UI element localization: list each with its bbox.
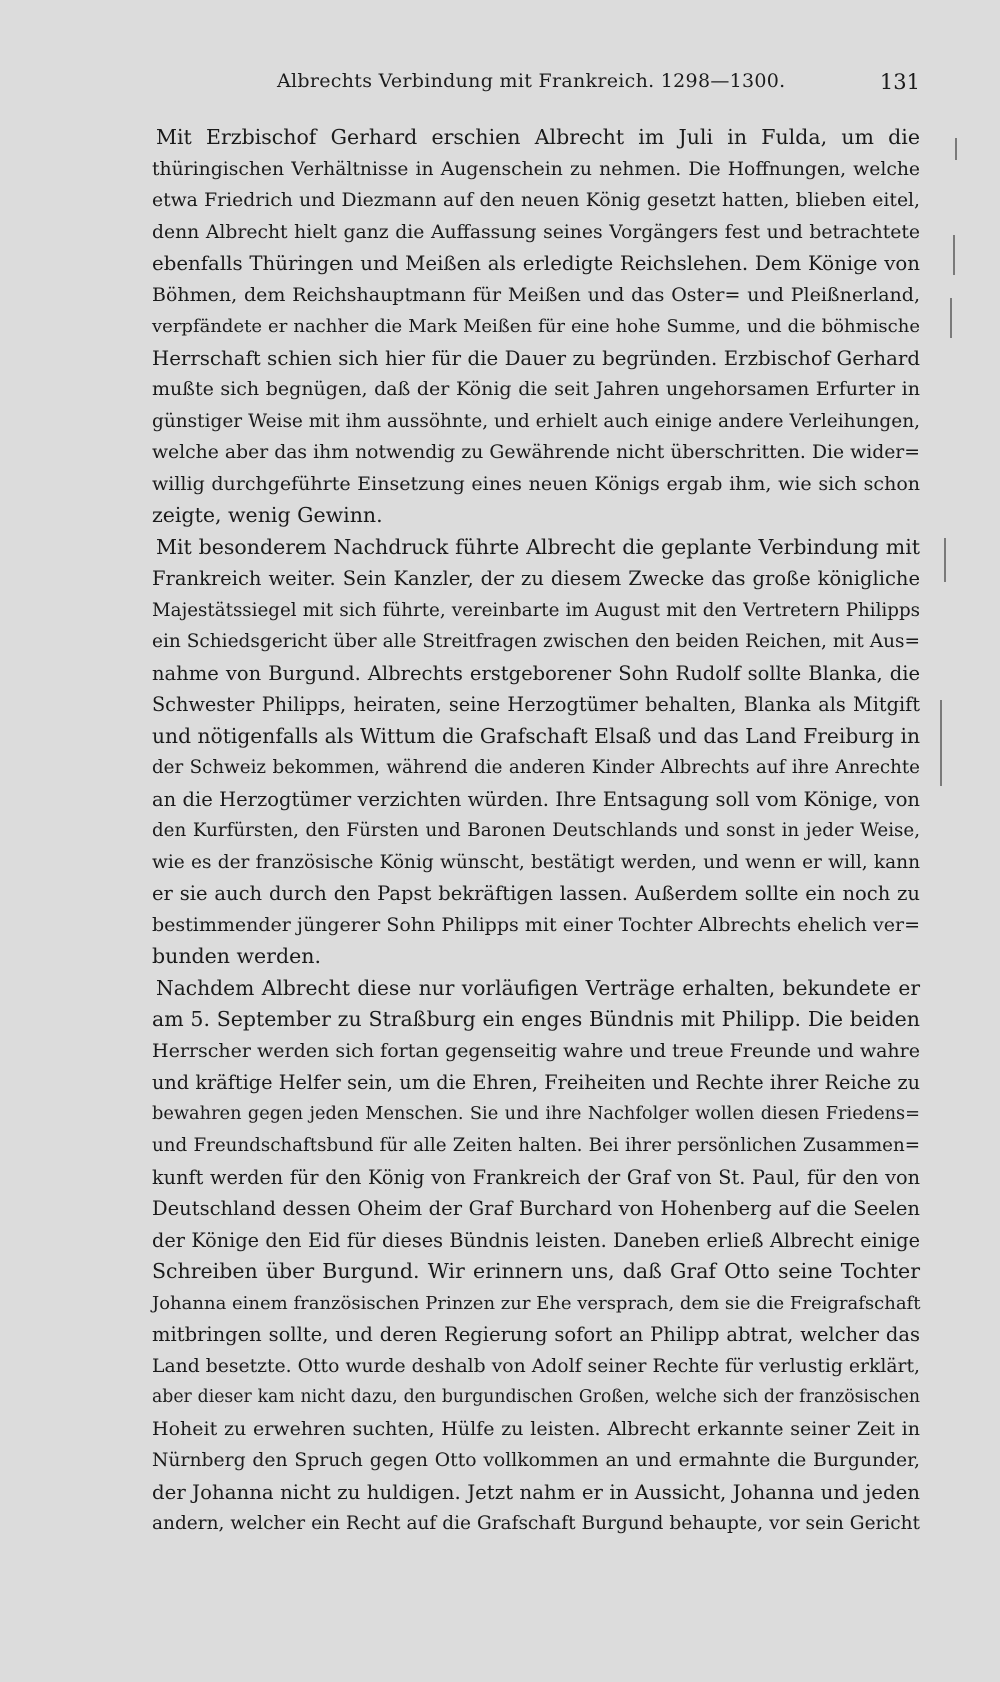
margin-mark: [950, 298, 952, 338]
text-line: zeigte, wenig Gewinn.: [152, 503, 383, 527]
text-line: und nötigenfalls als Wittum die Grafschaft Elsaß und das Land Freiburg in: [152, 723, 920, 748]
margin-mark: [940, 700, 942, 786]
text-line: aber dieser kam nicht dazu, den burgundischen Großen, welche sich der französischen: [152, 1387, 920, 1407]
paragraph-2: [152, 532, 920, 973]
margin-mark: [955, 138, 957, 160]
text-line: am 5. September zu Straßburg ein enges Bündnis mit Philipp. Die beiden: [152, 1007, 920, 1031]
paragraph-1: [152, 122, 920, 532]
text-line: Deutschland dessen Oheim der Graf Burchard von Hohenberg auf die Seelen: [152, 1197, 920, 1220]
text-line: der Könige den Eid für dieses Bündnis leisten. Daneben erließ Albrecht einige: [152, 1228, 920, 1252]
text-line: er sie auch durch den Papst bekräftigen lassen. Außerdem sollte ein noch zu: [152, 882, 920, 905]
text-line: der Schweiz bekommen, während die anderen Kinder Albrechts auf ihre Anrechte: [152, 757, 920, 778]
text-line: den Kurfürsten, den Fürsten und Baronen Deutschlands und sonst in jeder Weise,: [152, 820, 920, 841]
text-line: und Freundschaftsbund für alle Zeiten halten. Bei ihrer persönlichen Zusammen=: [152, 1135, 920, 1156]
text-line: günstiger Weise mit ihm aussöhnte, und erhielt auch einige andere Verleihungen,: [152, 410, 920, 432]
page-header: [152, 70, 920, 110]
text-line: Böhmen, dem Reichshauptmann für Meißen und das Oster= und Pleißnerland,: [152, 283, 920, 306]
page-number: 131: [879, 70, 920, 94]
text-line: bewahren gegen jeden Menschen. Sie und ihre Nachfolger wollen diesen Friedens=: [152, 1103, 920, 1124]
text-line: Land besetzte. Otto wurde deshalb von Adolf seiner Rechte für verlustig erklärt,: [152, 1355, 920, 1377]
text-line: thüringischen Verhältnisse in Augenschein zu nehmen. Die Hoffnungen, welche: [152, 158, 920, 180]
text-line: und kräftige Helfer sein, um die Ehren, Freiheiten und Rechte ihrer Reiche zu: [152, 1071, 920, 1094]
text-line: kunft werden für den König von Frankreich der Graf von St. Paul, für den von: [152, 1165, 920, 1189]
text-line: der Johanna nicht zu huldigen. Jetzt nahm er in Aussicht, Johanna und jeden: [152, 1480, 920, 1504]
text-line: denn Albrecht hielt ganz die Auffassung seines Vorgängers fest und betrachtete: [152, 221, 920, 243]
text-line: Nürnberg den Spruch gegen Otto vollkommen an und ermahnte die Burgunder,: [152, 1450, 920, 1471]
text-line: Nachdem Albrecht diese nur vorläufigen Verträge erhalten, bekundete er: [156, 975, 920, 1000]
text-line: etwa Friedrich und Diezmann auf den neuen König gesetzt hatten, blieben eitel,: [152, 190, 920, 211]
margin-mark: [953, 235, 955, 275]
text-line: an die Herzogtümer verzichten würden. Ihre Entsagung soll vom Könige, von: [152, 787, 920, 811]
text-line: ebenfalls Thüringen und Meißen als erledigte Reichslehen. Dem Könige von: [152, 252, 920, 275]
text-line: Mit Erzbischof Gerhard erschien Albrecht im Juli in Fulda, um die: [156, 125, 920, 149]
text-line: willig durchgeführte Einsetzung eines neuen Königs ergab ihm, wie sich schon: [152, 472, 920, 495]
text-line: Frankreich weiter. Sein Kanzler, der zu diesem Zwecke das große königliche: [152, 567, 920, 590]
text-line: Johanna einem französischen Prinzen zur Ehe versprach, dem sie die Freigrafschaft: [152, 1292, 921, 1314]
text-line: Herrscher werden sich fortan gegenseitig wahre und treue Freunde und wahre: [152, 1039, 920, 1062]
text-line: bestimmender jüngerer Sohn Philipps mit einer Tochter Albrechts ehelich ver=: [152, 913, 920, 936]
body-text: [152, 122, 920, 1540]
text-line: Majestätssiegel mit sich führte, vereinbarte im August mit den Vertretern Philipps: [152, 599, 920, 621]
text-line: verpfändete er nachher die Mark Meißen für eine hohe Summe, und die böhmische: [152, 316, 920, 337]
text-line: welche aber das ihm notwendig zu Gewährende nicht überschritten. Die wider=: [152, 442, 920, 463]
text-line: Mit besonderem Nachdruck führte Albrecht die geplante Verbindung mit: [156, 534, 920, 559]
text-line: andern, welcher ein Recht auf die Grafschaft Burgund behaupte, vor sein Gericht: [152, 1513, 920, 1534]
text-line: nahme von Burgund. Albrechts erstgeborener Sohn Rudolf sollte Blanka, die: [152, 661, 920, 685]
running-title: Albrechts Verbindung mit Frankreich. 1298—1300.: [277, 70, 786, 92]
text-line: Hoheit zu erwehren suchten, Hülfe zu leisten. Albrecht erkannte seiner Zeit in: [152, 1417, 920, 1440]
margin-mark: [944, 538, 946, 582]
paragraph-3: [152, 973, 920, 1540]
text-line: Schreiben über Burgund. Wir erinnern uns, daß Graf Otto seine Tochter: [152, 1259, 920, 1283]
text-line: wie es der französische König wünscht, bestätigt werden, und wenn er will, kann: [152, 851, 920, 873]
text-line: mußte sich begnügen, daß der König die seit Jahren ungehorsamen Erfurter in: [152, 378, 920, 400]
text-line: Herrschaft schien sich hier für die Dauer zu begründen. Erzbischof Gerhard: [152, 346, 920, 370]
text-line: ein Schiedsgericht über alle Streitfragen zwischen den beiden Reichen, mit Aus=: [152, 631, 920, 652]
text-line: Schwester Philipps, heiraten, seine Herzogtümer behalten, Blanka als Mitgift: [152, 693, 920, 716]
text-line: mitbringen sollte, und deren Regierung sofort an Philipp abtrat, welcher das: [152, 1323, 920, 1346]
text-line: bunden werden.: [152, 944, 321, 968]
